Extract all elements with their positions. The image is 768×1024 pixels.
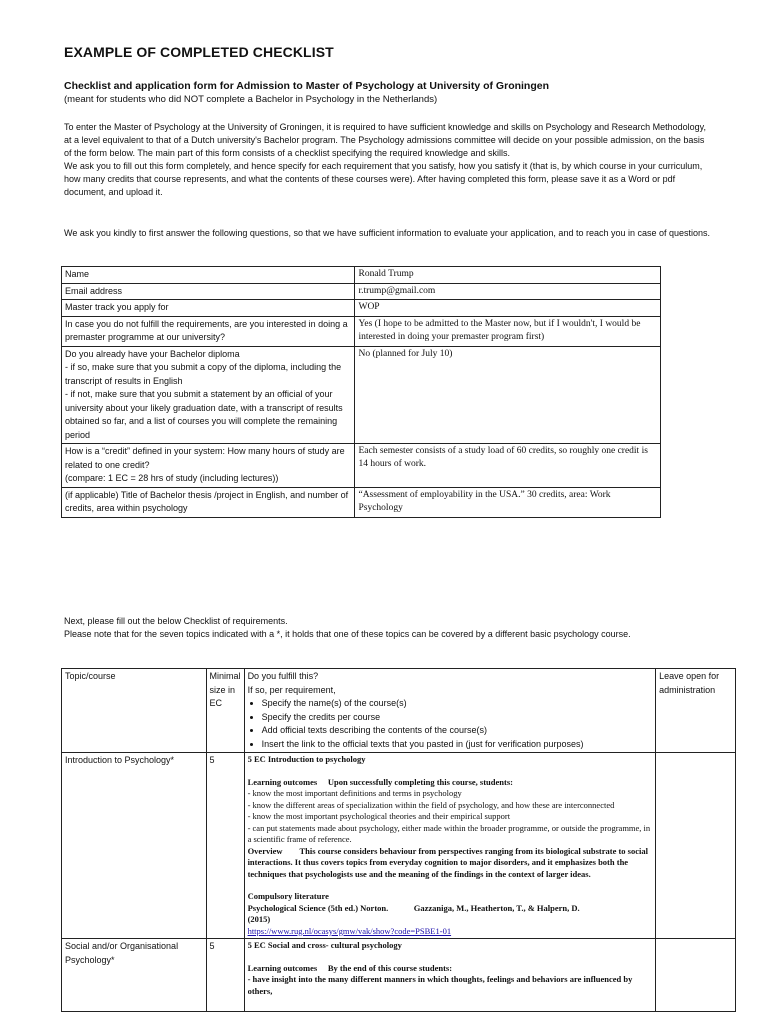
topic-cell: Introduction to Psychology* [62,753,207,939]
course-details-cell [244,753,656,939]
outcome-item: - know the most important psychological theories and their empirical support [247,811,511,821]
header-fulfill [244,669,656,753]
question-label: Master track you apply for [62,300,355,317]
checklist-row-intro-psychology [62,753,736,939]
checklist-intro [64,615,714,641]
header-topic: Topic/course [62,669,207,753]
intro-paragraph-2: We ask you to fill out this form completely, and hence specify for each requirement that you satisfy, how you satisfy it (that is, by which course in your curriculum, how many credits that course represents, and what the contents of these courses were). After having completed this form, please save it as a Word or pdf document, and upload it. [64,161,703,197]
question-row [62,487,661,517]
page-title: EXAMPLE OF COMPLETED CHECKLIST [64,44,334,60]
intro-paragraph-1: To enter the Master of Psychology at the University of Groningen, it is required to have sufficient knowledge and skills on Psychology and Research Methodology, at a level equivalent to that of a Dutch university's Bachelor program. The Psychology admissions committee will decide on your possible admission, on the basis of the form below. The main part of this form consists of a checklist specifying the required knowledge and skills. [64,122,707,158]
outcome-item: - know the different areas of specialization within the field of psychology, and how these are interconnected [247,799,615,810]
admin-cell [656,939,736,1012]
header-fulfill-sub: If so, per requirement, [247,684,336,695]
answer-value[interactable]: Ronald Trump [355,267,661,284]
question-row [62,267,661,284]
header-fulfill-title: Do you fulfill this? [247,671,319,681]
literature-book: Psychological Science (5th ed.) Norton. [247,902,389,913]
form-subnote: (meant for students who did NOT complete a Bachelor in Psychology in the Netherlands) [64,94,438,105]
question-label: In case you do not fulfill the requirements, are you interested in doing a premaster programme at our university? [62,316,355,346]
literature-year: (2015) [247,914,271,924]
header-bullet: • Add official texts describing the contents of the course(s) [262,724,653,738]
checklist-intro-line-2: Please note that for the seven topics indicated with a *, it holds that one of these topics can be covered by a different basic psychology course. [64,629,631,639]
question-row [62,300,661,317]
question-row [62,283,661,300]
question-label: Name [62,267,355,284]
outcome-item: - have insight into the many different manners in which thoughts, feelings and behaviors are influenced by others, [247,974,633,996]
question-label: Email address [62,283,355,300]
header-min-size: Minimal size in EC [206,669,244,753]
header-bullet: • Specify the credits per course [262,711,653,725]
course-title: 5 EC Social and cross- cultural psychology [247,940,402,950]
question-row [62,444,661,488]
min-size-cell: 5 [206,939,244,1012]
applicant-questions-table [61,266,661,518]
questions-intro: We ask you kindly to first answer the following questions, so that we have sufficient information to evaluate your application, and to reach you in case of questions. [64,228,711,238]
question-row [62,316,661,346]
answer-value[interactable]: No (planned for July 10) [355,346,661,444]
checklist-intro-line-1: Next, please fill out the below Checklist of requirements. [64,616,288,626]
requirements-checklist-table [61,668,736,1012]
header-bullet: • Specify the name(s) of the course(s) [262,697,653,711]
answer-value[interactable]: Each semester consists of a study load of 60 credits, so roughly one credit is 14 hours of work. [355,444,661,488]
outcomes-label: Learning outcomes [247,776,318,787]
overview-label: Overview [247,845,283,856]
checklist-row-social-psychology [62,939,736,1012]
question-label: (if applicable) Title of Bachelor thesis /project in English, and number of credits, area within psychology [62,487,355,517]
admin-cell [656,753,736,939]
header-admin: Leave open for administration [656,669,736,753]
intro-text [64,121,714,199]
form-subtitle: Checklist and application form for Admission to Master of Psychology at University of Groningen [64,80,550,92]
outcome-item: - can put statements made about psychology, either made within the broader programme, or outside the programme, in a scientific frame of reference. [247,822,651,844]
header-bullet: • Insert the link to the official texts that you pasted in (just for verification purposes) [262,738,653,752]
literature-authors: Gazzaniga, M., Heatherton, T., & Halpern, D. [413,902,580,913]
answer-value[interactable]: “Assessment of employability in the USA.” 30 credits, area: Work Psychology [355,487,661,517]
course-details-cell [244,939,656,1012]
min-size-cell: 5 [206,753,244,939]
question-label: Do you already have your Bachelor diploma - if so, make sure that you submit a copy of the diploma, including the transcript of results in English - if not, make sure that you submit a statement by an official of your university about your likely graduation date, with a transcript of results obtained so far, and a list of courses you will complete the remaining period [62,346,355,444]
course-title: 5 EC Introduction to psychology [247,754,366,764]
outcomes-label: Learning outcomes [247,962,318,973]
checklist-header-row [62,669,736,753]
header-bullets [248,697,653,751]
overview-text: This course considers behaviour from perspectives ranging from its biological substrate to social interactions. It thus covers topics from everyday cognition to major disorders, and it emphasizes both the techniques that psychologists use and the meaning of the findings in the context of larger ideas. [247,845,648,879]
outcomes-intro: By the end of this course students: [327,962,453,973]
answer-value[interactable]: Yes (I hope to be admitted to the Master now, but if I wouldn't, I would be interested in doing your premaster program first) [355,316,661,346]
answer-value[interactable]: WOP [355,300,661,317]
question-label: How is a “credit” defined in your system: How many hours of study are related to one credit? (compare: 1 EC = 28 hrs of study (including lectures)) [62,444,355,488]
topic-cell: Social and/or Organisational Psychology* [62,939,207,1012]
outcome-item: - know the most important definitions and terms in psychology [247,788,462,798]
question-row [62,346,661,444]
answer-value[interactable]: r.trump@gmail.com [355,283,661,300]
literature-label: Compulsory literature [247,891,329,901]
course-link[interactable]: https://www.rug.nl/ocasys/gmw/vak/show?code=PSBE1-01 [247,925,452,936]
outcomes-intro: Upon successfully completing this course, students: [327,776,513,787]
